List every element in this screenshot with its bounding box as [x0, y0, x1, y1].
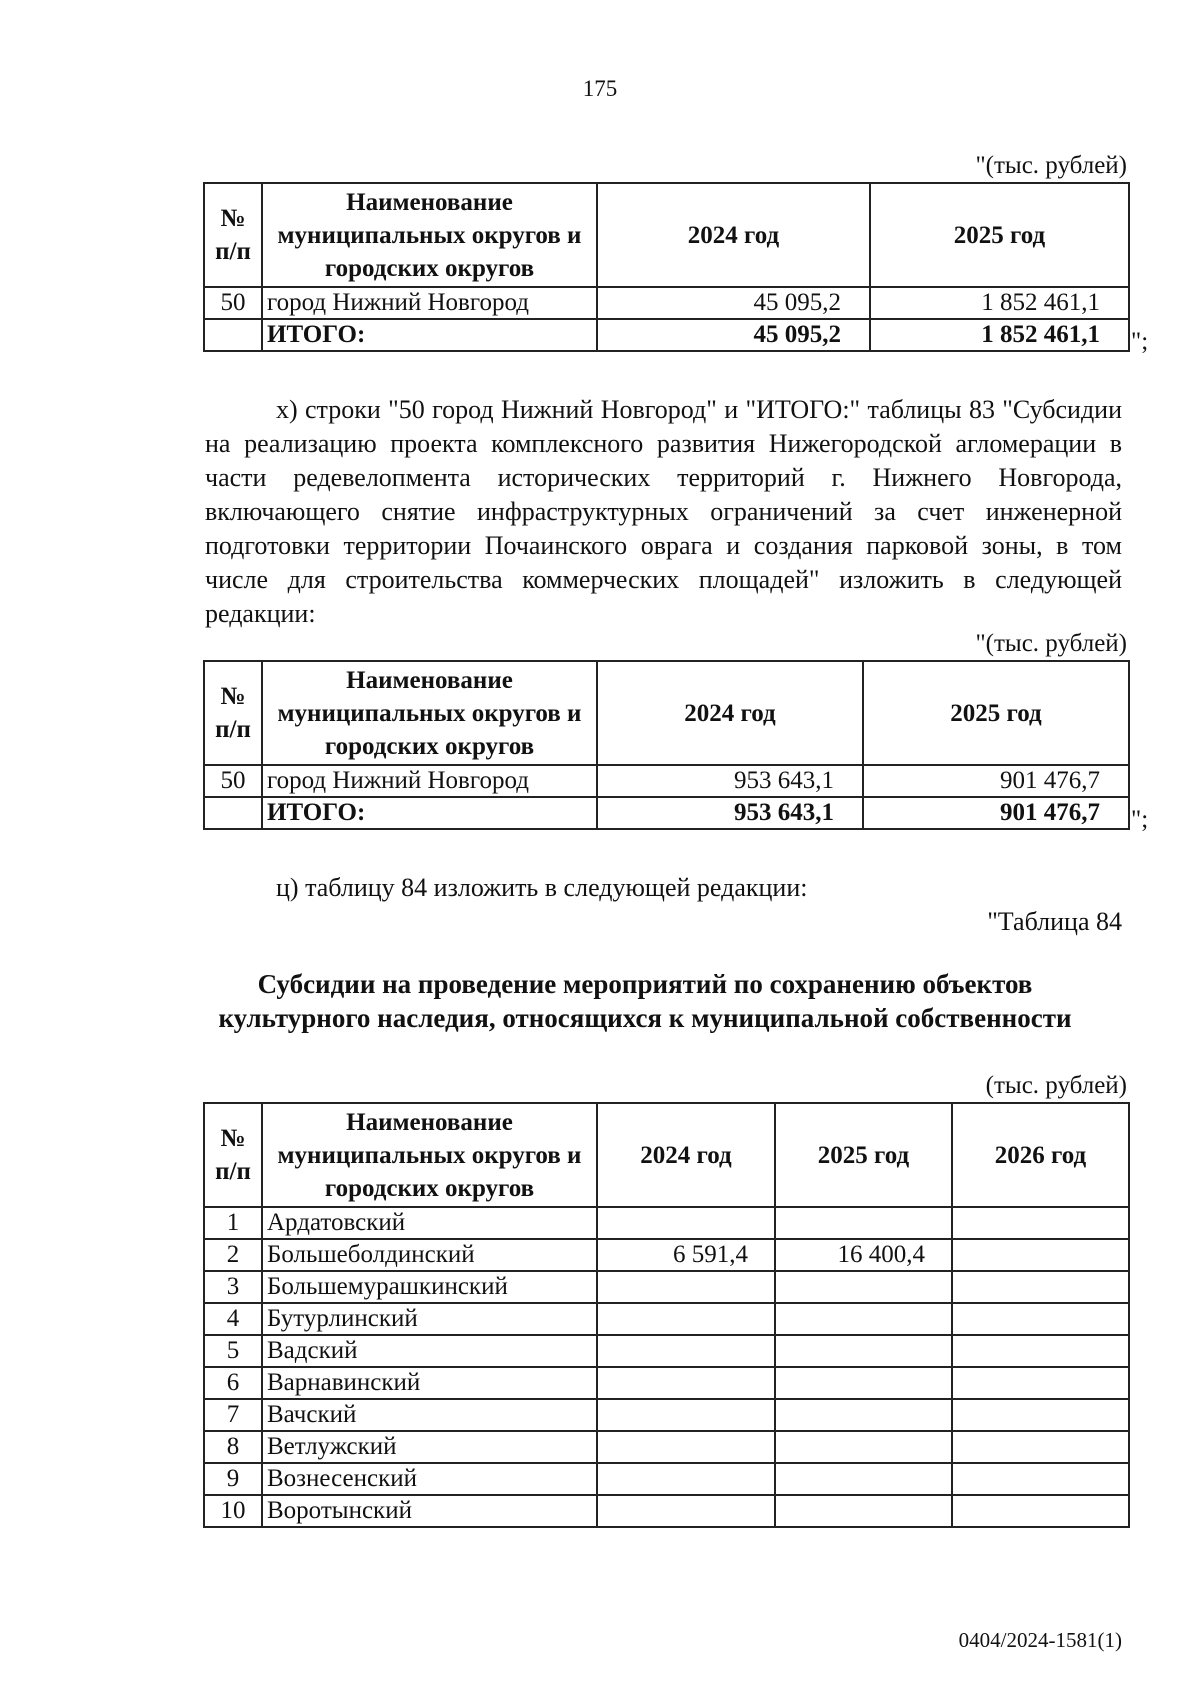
row-name: Ардатовский — [262, 1207, 597, 1239]
row-2025 — [775, 1431, 952, 1463]
row-name: город Нижний Новгород — [262, 765, 597, 797]
table1 — [203, 182, 1130, 352]
row-2025 — [775, 1271, 952, 1303]
table1-tail: "; — [1131, 328, 1149, 355]
row-2024 — [597, 1367, 775, 1399]
row-2024: 45 095,2 — [597, 287, 870, 319]
header-name: Наименование муниципальных округов и городских округов — [262, 183, 597, 287]
row-num: 1 — [204, 1207, 262, 1239]
row-2024 — [597, 1271, 775, 1303]
row-num: 5 — [204, 1335, 262, 1367]
total-row — [204, 319, 1129, 351]
header-2024: 2024 год — [597, 183, 870, 287]
header-num: № п/п — [204, 183, 262, 287]
row-2026 — [952, 1367, 1129, 1399]
table-row — [204, 765, 1129, 797]
table84-title-line1: Субсидии на проведение мероприятий по сохранению объектов — [257, 969, 1033, 999]
table-row — [204, 1399, 1129, 1431]
header-2025: 2025 год — [863, 661, 1129, 765]
row-name: Большеболдинский — [262, 1239, 597, 1271]
row-2024 — [597, 1495, 775, 1527]
row-name: Бутурлинский — [262, 1303, 597, 1335]
row-2025: 16 400,4 — [775, 1239, 952, 1271]
row-num: 9 — [204, 1463, 262, 1495]
row-2025 — [775, 1335, 952, 1367]
row-2026 — [952, 1303, 1129, 1335]
row-2025: 1 852 461,1 — [870, 287, 1129, 319]
row-2025 — [775, 1207, 952, 1239]
table84-title — [150, 967, 1140, 1035]
row-2026 — [952, 1463, 1129, 1495]
row-name: Воротынский — [262, 1495, 597, 1527]
header-num: № п/п — [204, 1103, 262, 1207]
row-2024 — [597, 1463, 775, 1495]
row-name: Вознесенский — [262, 1463, 597, 1495]
total-2024: 45 095,2 — [597, 319, 870, 351]
row-2025 — [775, 1399, 952, 1431]
header-2025: 2025 год — [775, 1103, 952, 1207]
row-name: Ветлужский — [262, 1431, 597, 1463]
page-number: 175 — [582, 76, 618, 101]
row-2025: 901 476,7 — [863, 765, 1129, 797]
footer-code: 0404/2024-1581(1) — [958, 1628, 1122, 1652]
row-2024: 6 591,4 — [597, 1239, 775, 1271]
total-label: ИТОГО: — [262, 797, 597, 829]
row-num: 10 — [204, 1495, 262, 1527]
row-2025 — [775, 1495, 952, 1527]
total-label: ИТОГО: — [262, 319, 597, 351]
total-2024: 953 643,1 — [597, 797, 863, 829]
header-name: Наименование муниципальных округов и городских округов — [262, 661, 597, 765]
row-2026 — [952, 1271, 1129, 1303]
row-num: 50 — [204, 287, 262, 319]
header-2025: 2025 год — [870, 183, 1129, 287]
table-row — [204, 1463, 1129, 1495]
total-2025: 1 852 461,1 — [870, 319, 1129, 351]
row-2026 — [952, 1335, 1129, 1367]
table3 — [203, 1102, 1130, 1528]
paragraph-x — [205, 393, 1122, 631]
header-2026: 2026 год — [952, 1103, 1129, 1207]
total-2025: 901 476,7 — [863, 797, 1129, 829]
table3-units: (тыс. рублей) — [985, 1072, 1127, 1099]
table-row — [204, 1303, 1129, 1335]
row-2026 — [952, 1207, 1129, 1239]
row-2024: 953 643,1 — [597, 765, 863, 797]
row-num: 2 — [204, 1239, 262, 1271]
row-num: 3 — [204, 1271, 262, 1303]
row-num: 4 — [204, 1303, 262, 1335]
row-2024 — [597, 1207, 775, 1239]
row-num: 50 — [204, 765, 262, 797]
row-2026 — [952, 1431, 1129, 1463]
table-row — [204, 1495, 1129, 1527]
row-2026 — [952, 1239, 1129, 1271]
header-num: № п/п — [204, 661, 262, 765]
table2-tail: "; — [1131, 806, 1149, 833]
table84-label: "Таблица 84 — [987, 907, 1122, 936]
paragraph-x-text: х) строки "50 город Нижний Новгород" и "ИТОГО:" таблицы 83 "Субсидии на реализацию проекта комплексного развития Нижегородской агломерации в части редевелопмента исторических территорий г. Нижнего Новгорода, включающего снятие инфраструктурных ограничений за счет инженерной подготовки территории Почаинского оврага и создания парковой зоны, в том числе для строительства коммерческих площадей" изложить в следующей редакции: — [205, 395, 1122, 628]
row-num: 6 — [204, 1367, 262, 1399]
row-name: город Нижний Новгород — [262, 287, 597, 319]
total-empty — [204, 797, 262, 829]
table2 — [203, 660, 1130, 830]
row-name: Варнавинский — [262, 1367, 597, 1399]
row-name: Большемурашкинский — [262, 1271, 597, 1303]
table2-units: "(тыс. рублей) — [975, 630, 1127, 657]
table-row — [204, 1367, 1129, 1399]
row-num: 8 — [204, 1431, 262, 1463]
table-row — [204, 1239, 1129, 1271]
row-2024 — [597, 1335, 775, 1367]
row-2025 — [775, 1367, 952, 1399]
table1-units: "(тыс. рублей) — [975, 152, 1127, 179]
table-row — [204, 1431, 1129, 1463]
row-2026 — [952, 1399, 1129, 1431]
table-row — [204, 287, 1129, 319]
table84-title-line2: культурного наследия, относящихся к муниципальной собственности — [218, 1003, 1072, 1033]
header-2024: 2024 год — [597, 1103, 775, 1207]
total-empty — [204, 319, 262, 351]
row-2025 — [775, 1303, 952, 1335]
row-num: 7 — [204, 1399, 262, 1431]
paragraph-ts: ц) таблицу 84 изложить в следующей редакции: — [276, 873, 808, 902]
header-2024: 2024 год — [597, 661, 863, 765]
row-2025 — [775, 1463, 952, 1495]
row-2024 — [597, 1431, 775, 1463]
header-name: Наименование муниципальных округов и городских округов — [262, 1103, 597, 1207]
table-row — [204, 1335, 1129, 1367]
row-2024 — [597, 1399, 775, 1431]
total-row — [204, 797, 1129, 829]
row-name: Вадский — [262, 1335, 597, 1367]
table-row — [204, 1207, 1129, 1239]
table-row — [204, 1271, 1129, 1303]
row-name: Вачский — [262, 1399, 597, 1431]
row-2024 — [597, 1303, 775, 1335]
row-2026 — [952, 1495, 1129, 1527]
